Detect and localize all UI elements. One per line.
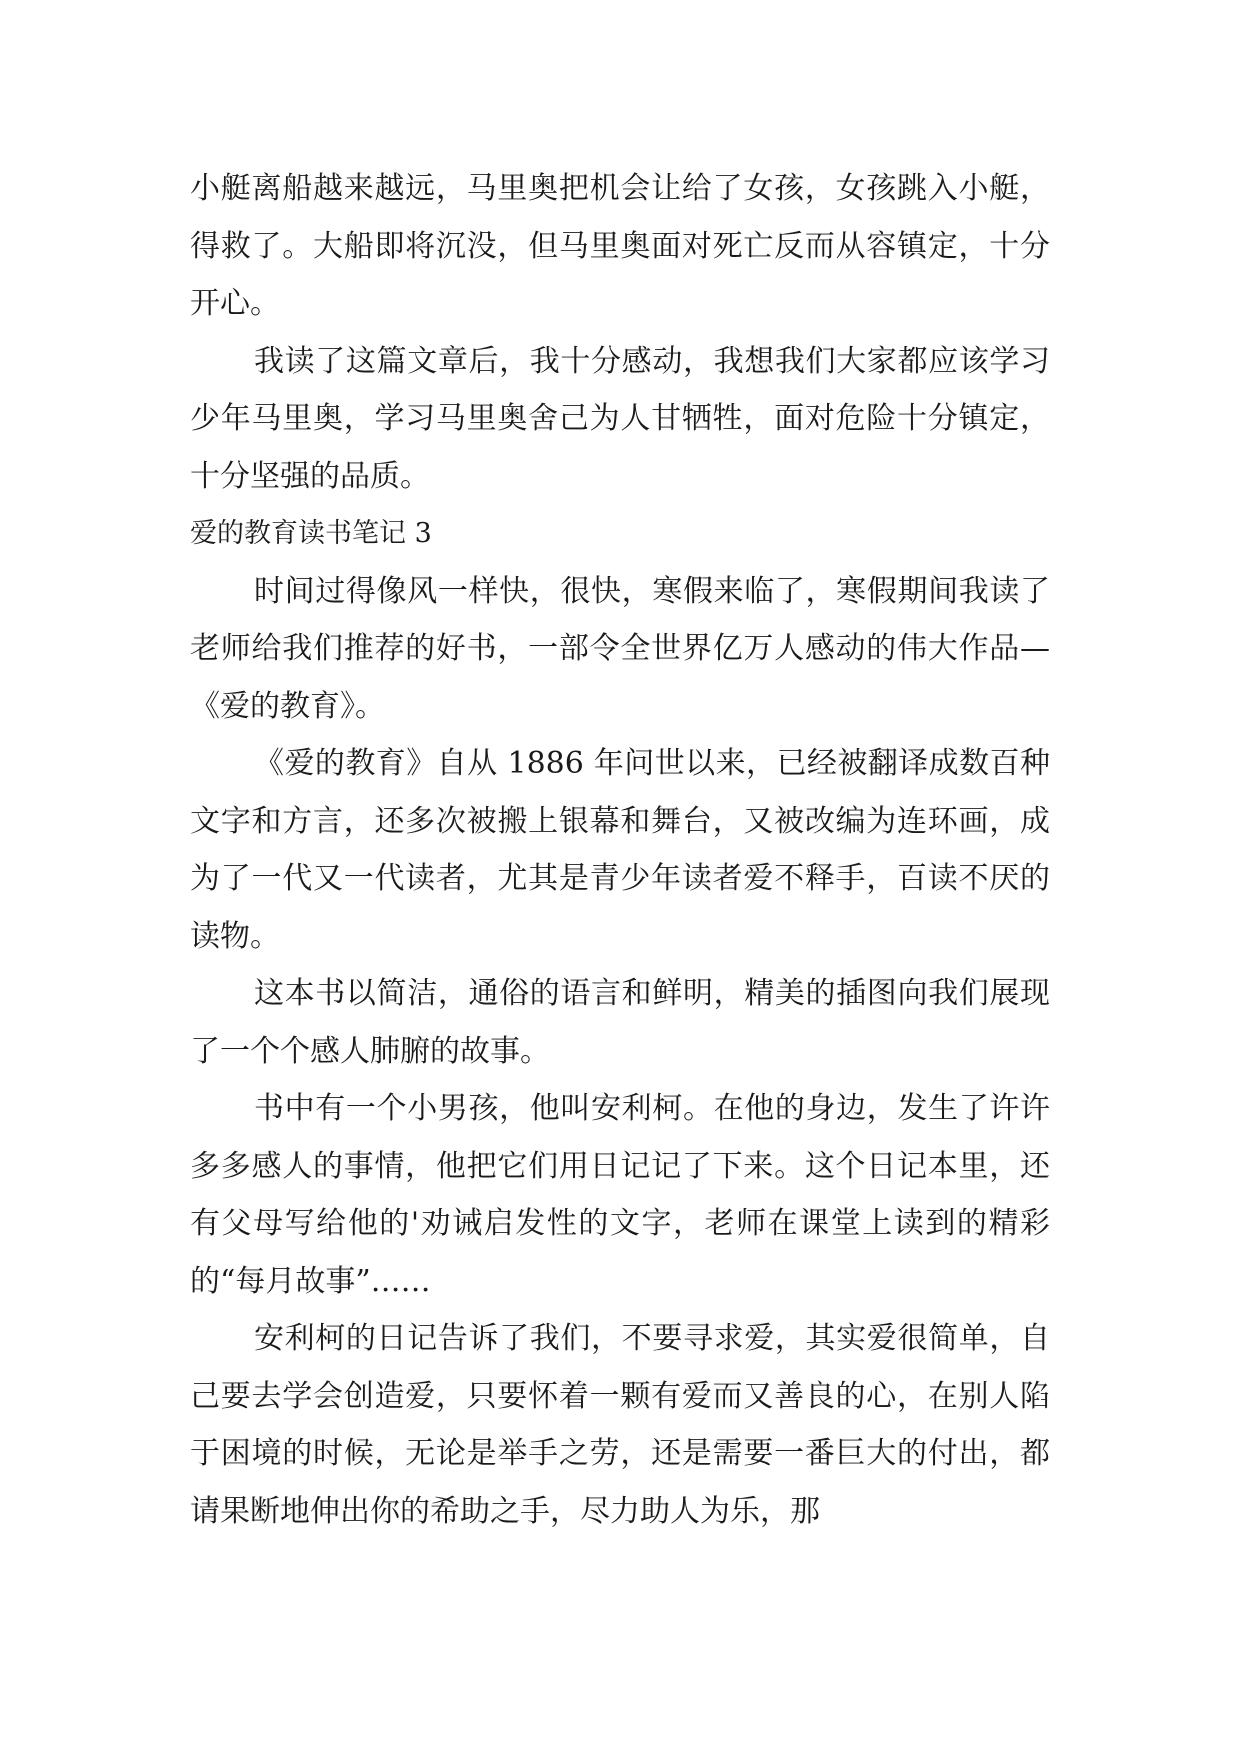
paragraph-history: 《爱的教育》自从 1886 年问世以来，已经被翻译成数百种文字和方言，还多次被搬上银幕和舞台，又被改编为连环画，成为了一代又一代读者，尤其是青少年读者爱不释手，百读不厌的读物。 (190, 746, 1050, 954)
document-body (190, 160, 1050, 1540)
paragraph-enrico: 书中有一个小男孩，他叫安利柯。在他的身边，发生了许许多多感人的事情，他把它们用日记记了下来。这个日记本里，还有父母写给他的'劝诫启发性的文字，老师在课堂上读到的精彩的“每月故事”…… (190, 1091, 1050, 1299)
paragraph-intro: 时间过得像风一样快，很快，寒假来临了，寒假期间我读了老师给我们推荐的好书，一部令全世界亿万人感动的伟大作品—《爱的教育》。 (190, 573, 1050, 724)
paragraph-style: 这本书以简洁，通俗的语言和鲜明，精美的插图向我们展现了一个个感人肺腑的故事。 (190, 976, 1050, 1069)
paragraph-lesson: 安利柯的日记告诉了我们，不要寻求爱，其实爱很简单，自己要去学会创造爱，只要怀着一颗有爱而又善良的心，在别人陷于困境的时候，无论是举手之劳，还是需要一番巨大的付出，都请果断地伸出你的希助之手，尽力助人为乐，那 (190, 1321, 1050, 1529)
paragraph-reflection: 我读了这篇文章后，我十分感动，我想我们大家都应该学习少年马里奥，学习马里奥舍己为人甘牺牲，面对危险十分镇定，十分坚强的品质。 (190, 343, 1050, 494)
paragraph-continuation: 小艇离船越来越远，马里奥把机会让给了女孩，女孩跳入小艇，得救了。大船即将沉没，但马里奥面对死亡反而从容镇定，十分开心。 (190, 171, 1050, 321)
section-heading: 爱的教育读书笔记 3 (190, 518, 432, 549)
